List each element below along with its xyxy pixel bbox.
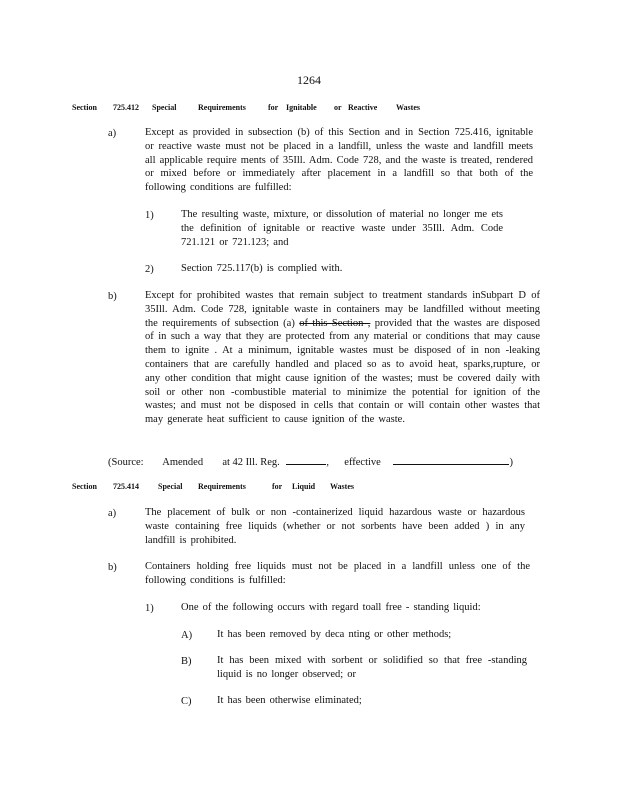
subsection-b-text-after: provided that the wastes are disposed of in such a way that they are protected from any material or conditions that may cause them to ignite . At a minimum, ignitable wastes must be disposed of in non -leaking containers that are carefully handled and placed so as to avoid heat, sparks,rupture, or any other condition that might cause ignition of the wastes; must be covered daily with soil or other non -combustible material to minimize the potential for ignition of the wastes; and must not be disposed in cells that contain or will contain other wastes that may generate heat sufficient to cause ignition of the waste. [145,317,541,426]
title-word: for [268,103,279,112]
title-word: for [272,482,283,491]
title-word: Ignitable [286,103,317,112]
section-heading-725-412 [72,103,552,117]
section-word: Section [72,482,97,491]
subsection-b-label: b) [108,562,117,573]
item-1-text: One of the following occurs with regard toall free - standing liquid: [181,602,481,613]
page-number: 1264 [297,73,321,87]
title-word: Special [158,482,183,491]
source-note [108,455,513,468]
title-word: Wastes [330,482,354,491]
title-word: Requirements [198,482,246,491]
title-word: Special [152,103,177,112]
item-1-label: 1) [145,603,154,614]
item-1-label: 1) [145,210,154,221]
section-heading-725-414 [72,482,552,496]
register-blank [286,455,326,465]
subitem-a-text: It has been removed by deca nting or other methods; [217,629,452,640]
source-effective: effective [344,457,381,468]
source-amended: Amended [162,457,204,468]
subitem-b-text: It has been mixed with sorbent or solidified so that free -standing liquid is no longer observed; or [217,655,527,680]
source-open: (Source: [108,457,144,468]
subsection-b-text-before: Except for prohibited wastes that remain subject to treatment standards inSubpart D of 35Ill. Adm. Code 728, ignitable waste in containers may be landfilled without meeting the requirements of subsection (a) [145,290,540,329]
title-word: Reactive [348,103,378,112]
item-1-text: The resulting waste, mixture, or dissolution of material no longer me ets the definition of ignitable or reactive waste under 35Ill. Adm. Code 721.121 or 721.123; and [181,209,503,248]
subsection-a-text: The placement of bulk or non -containerized liquid hazardous waste or hazardous waste containing free liquids (whether or not sorbents have been added ) in any landfill is prohibited. [145,507,525,546]
item-2-text: Section 725.117(b) is complied with. [181,263,343,274]
subitem-c-label: C) [181,696,192,707]
section-number: 725.414 [113,482,139,491]
subitem-b-label: B) [181,656,192,667]
source-close: ) [509,457,513,468]
subsection-a-label: a) [108,508,117,519]
subsection-b-text [145,289,540,427]
source-register: at 42 Ill. Reg. [222,457,280,468]
subsection-a-text: Except as provided in subsection (b) of this Section and in Section 725.416, ignitable or reactive waste must not be placed in a landfill, unless the waste and landfill meets all applicable require ments of 35Ill. Adm. Code 728, and the waste is treated, rendered or mixed before or immediately after placement in a landfill so that both of the following conditions are fulfilled: [145,127,533,194]
item-2-label: 2) [145,264,154,275]
title-word: or [334,103,342,112]
section-number: 725.412 [113,103,139,112]
title-word: Liquid [292,482,316,491]
source-comma: , [326,457,330,468]
effective-date-blank [393,455,509,465]
struck-text: of this Section , [299,317,371,329]
subsection-b-text: Containers holding free liquids must not be placed in a landfill unless one of the following conditions is fulfilled: [145,561,530,586]
subitem-c-text: It has been otherwise eliminated; [217,695,362,706]
subsection-b-label: b) [108,291,117,302]
section-word: Section [72,103,97,112]
title-word: Wastes [396,103,420,112]
subsection-a-label: a) [108,128,117,139]
subitem-a-label: A) [181,630,193,641]
title-word: Requirements [198,103,246,112]
